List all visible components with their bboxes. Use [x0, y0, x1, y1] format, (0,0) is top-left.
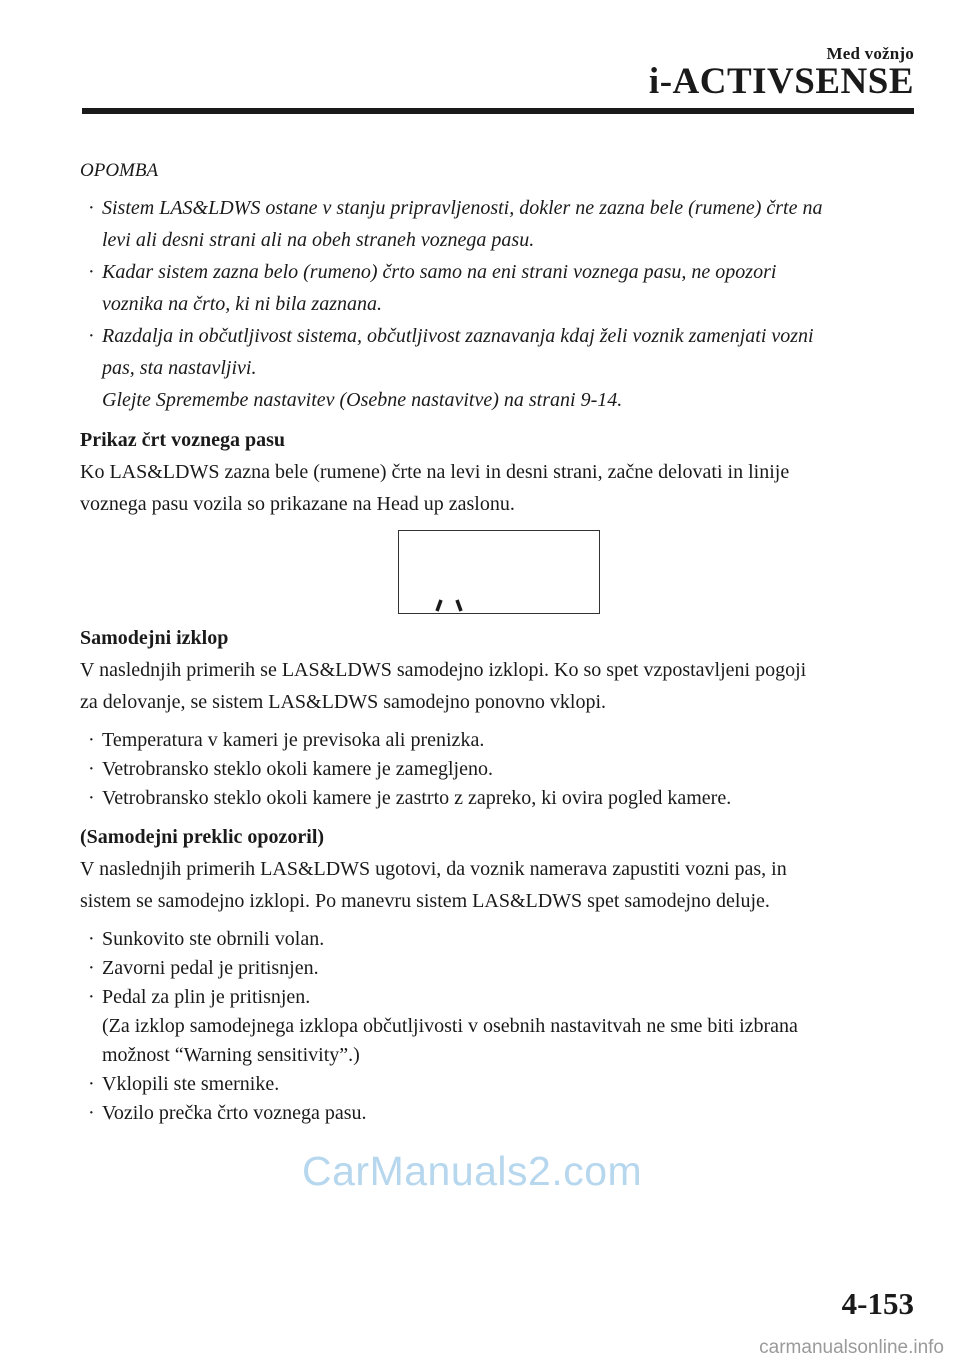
- list-item: [80, 954, 915, 983]
- bullet: ·: [88, 729, 95, 751]
- list-item: [80, 925, 915, 954]
- bullet: ·: [88, 957, 95, 979]
- right-lane-line: [457, 600, 461, 611]
- list-item-line: Temperatura v kameri je previsoka ali prenizka.: [102, 729, 485, 751]
- note-item-line: Sistem LAS&LDWS ostane v stanju pripravljenosti, dokler ne zazna bele (rumene) črte na: [102, 197, 823, 219]
- note-item-line: Kadar sistem zazna belo (rumeno) črto samo na eni strani voznega pasu, ne opozori: [102, 261, 777, 283]
- list-item-line: Vklopili ste smernike.: [102, 1073, 280, 1095]
- auto-off-list: [80, 726, 915, 813]
- list-item: [80, 1099, 915, 1128]
- section-title: Med vožnjo: [826, 44, 914, 63]
- list-item-line: Vozilo prečka črto voznega pasu.: [102, 1102, 367, 1124]
- paragraph-line: voznega pasu vozila so prikazane na Head up zaslonu.: [80, 493, 515, 515]
- bullet: ·: [88, 928, 95, 950]
- list-item: [80, 726, 915, 755]
- left-lane-line: [437, 600, 441, 611]
- paragraph-line: sistem se samodejno izklopi. Po manevru sistem LAS&LDWS spet samodejno deluje.: [80, 890, 770, 912]
- list-item-line: (Za izklop samodejnega izklopa občutljivosti v osebnih nastavitvah ne sme biti izbrana: [102, 1015, 798, 1037]
- lane-display-heading: Prikaz črt voznega pasu: [80, 429, 285, 451]
- bullet: ·: [88, 1073, 95, 1095]
- note-item: [80, 320, 915, 416]
- bullet: ·: [88, 758, 95, 780]
- list-item: [80, 983, 915, 1070]
- list-item: [80, 1070, 915, 1099]
- bullet: ·: [88, 261, 95, 283]
- list-item-line: Vetrobransko steklo okoli kamere je zamegljeno.: [102, 758, 493, 780]
- auto-cancel-heading: (Samodejni preklic opozoril): [80, 826, 325, 848]
- lane-lines-illustration: [399, 531, 599, 613]
- header-divider: [82, 108, 914, 114]
- note-item: [80, 192, 915, 256]
- page-content: [80, 160, 915, 1134]
- watermark: CarManuals2.com: [302, 1148, 643, 1194]
- paragraph-line: V naslednjih primerih LAS&LDWS ugotovi, da voznik namerava zapustiti vozni pas, in: [80, 858, 787, 880]
- auto-off-paragraph: [80, 654, 915, 718]
- note-item-line: Razdalja in občutljivost sistema, občutljivost zaznavanja kdaj želi voznik zamenjati vozni: [102, 325, 814, 347]
- note-item-line: levi ali desni strani ali na obeh straneh voznega pasu.: [102, 229, 535, 251]
- note-item-line: pas, sta nastavljivi.: [102, 357, 257, 379]
- list-item: [80, 755, 915, 784]
- bullet: ·: [88, 986, 95, 1008]
- auto-off-heading: Samodejni izklop: [80, 627, 229, 649]
- note-item-line: Glejte Spremembe nastavitev (Osebne nastavitve) na strani 9-14.: [102, 389, 623, 411]
- footer-url[interactable]: carmanualsonline.info: [759, 1337, 944, 1358]
- lane-display-paragraph: [80, 456, 915, 520]
- page-number: 4-153: [841, 1286, 914, 1321]
- list-item: [80, 784, 915, 813]
- paragraph-line: Ko LAS&LDWS zazna bele (rumene) črte na levi in desni strani, začne delovati in linije: [80, 461, 790, 483]
- list-item-line: možnost “Warning sensitivity”.): [102, 1044, 360, 1066]
- chapter-title: i-ACTIVSENSE: [648, 61, 914, 102]
- bullet: ·: [88, 1102, 95, 1124]
- bullet: ·: [88, 197, 95, 219]
- note-item-line: voznika na črto, ki ni bila zaznana.: [102, 293, 382, 315]
- list-item-line: Vetrobransko steklo okoli kamere je zastrto z zapreko, ki ovira pogled kamere.: [102, 787, 732, 809]
- list-item-line: Zavorni pedal je pritisnjen.: [102, 957, 319, 979]
- note-title: OPOMBA: [80, 160, 159, 181]
- note-item: [80, 256, 915, 320]
- head-up-display-figure: [398, 530, 600, 614]
- note-list: [80, 192, 915, 416]
- bullet: ·: [88, 325, 95, 347]
- list-item-line: Sunkovito ste obrnili volan.: [102, 928, 325, 950]
- auto-cancel-paragraph: [80, 853, 915, 917]
- list-item-line: Pedal za plin je pritisnjen.: [102, 986, 311, 1008]
- paragraph-line: za delovanje, se sistem LAS&LDWS samodejno ponovno vklopi.: [80, 691, 607, 713]
- auto-cancel-list: [80, 925, 915, 1128]
- bullet: ·: [88, 787, 95, 809]
- paragraph-line: V naslednjih primerih se LAS&LDWS samodejno izklopi. Ko so spet vzpostavljeni pogoji: [80, 659, 807, 681]
